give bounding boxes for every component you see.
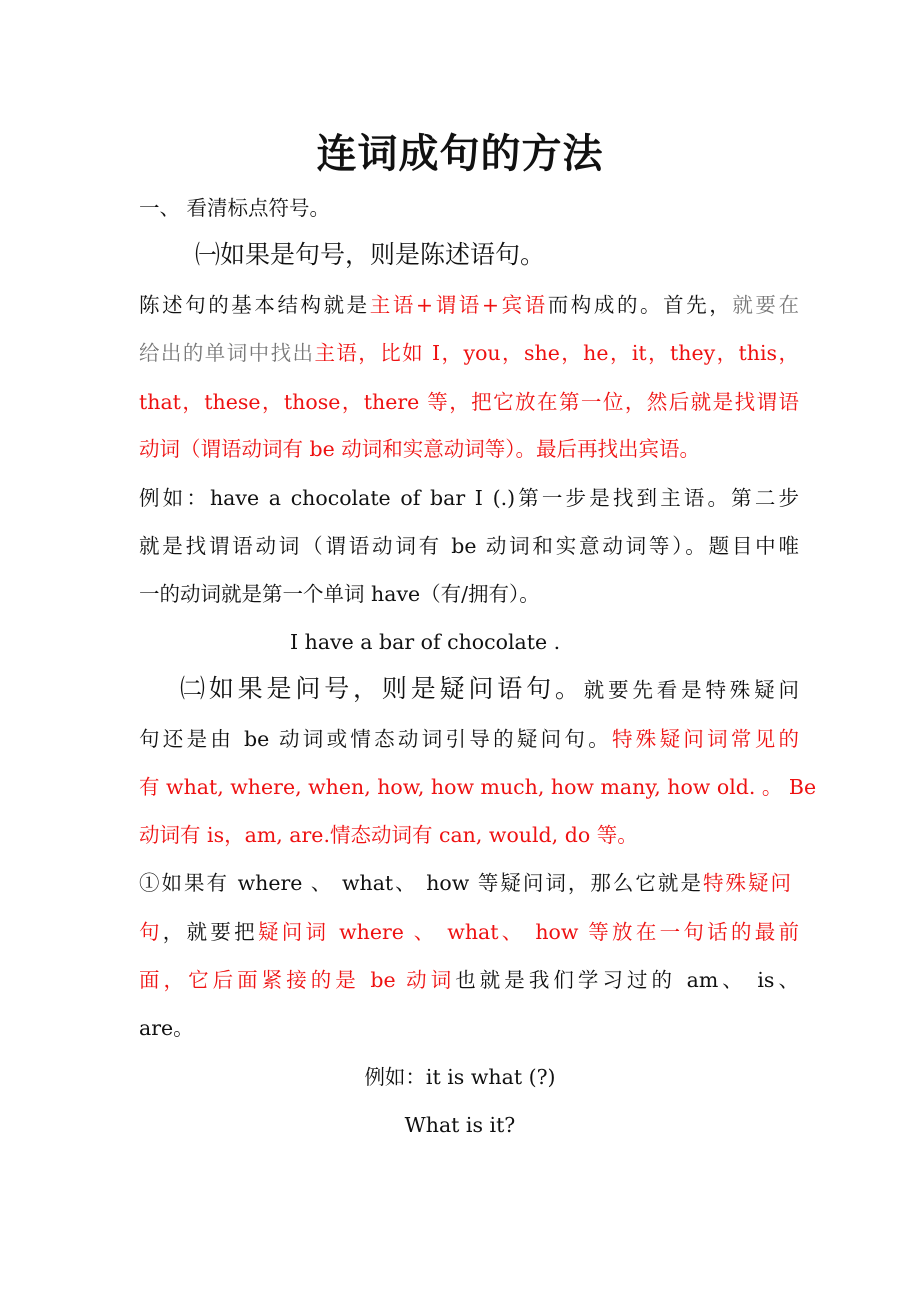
example-answer: What is it? [404, 1113, 516, 1137]
subheading-text: ㈡如果是问号，则是疑问语句。 [180, 674, 584, 703]
text-span: ，就要把 [162, 920, 258, 944]
paragraph-line: that，these，those，there 等，把它放在第一位，然后就是找谓语 [139, 390, 799, 414]
text-span: 陈述句的基本结构就是 [139, 293, 370, 317]
example-line: 一的动词就是第一个单词 have（有/拥有）。 [139, 582, 540, 606]
paragraph-line: 动词有 is，am, are.情态动词有 can, would, do 等。 [139, 823, 638, 847]
muted-span: 就要在 [732, 293, 800, 317]
example-line: 例如：have a chocolate of bar I (.)第一步是找到主语。第二步 [139, 486, 799, 510]
text-span: 也就是我们学习过的 am、 is、 [455, 968, 799, 992]
text-span: 就要先看是特殊疑问 [583, 678, 799, 702]
paragraph-line: 动词（谓语动词有 be 动词和实意动词等）。最后再找出宾语。 [139, 437, 701, 461]
highlight-span: 特殊疑问词常见的 [612, 727, 799, 751]
highlight-span: 句 [139, 920, 163, 944]
paragraph-line: 有 what, where, when, how, how much, how many, how old. 。 Be [139, 775, 817, 799]
rule-line [139, 917, 799, 947]
highlight-span: 主语，比如 I，you，she，he，it，they，this， [314, 341, 799, 365]
muted-span: 给出的单词中找出 [139, 341, 315, 365]
highlight-span: 面，它后面紧接的是 be 动词 [139, 968, 456, 992]
paragraph-line [139, 338, 799, 368]
highlight-span: 主语+谓语+宾语 [369, 293, 548, 317]
example-question: 例如：it is what (?) [364, 1065, 556, 1089]
example-line: 就是找谓语动词（谓语动词有 be 动词和实意动词等）。题目中唯 [139, 534, 799, 558]
highlight-span: 特殊疑问 [702, 871, 792, 895]
highlight-span: 疑问词 where 、 what、 how 等放在一句话的最前 [257, 920, 800, 944]
rule-line [139, 965, 799, 995]
text-span: ①如果有 where 、 what、 how 等疑问词，那么它就是 [139, 871, 703, 895]
subheading-question [180, 674, 799, 705]
example-answer: I have a bar of chocolate . [290, 630, 561, 654]
text-span: 而构成的。首先， [547, 293, 733, 317]
subheading-period: ㈠如果是句号，则是陈述语句。 [195, 240, 546, 269]
section-heading-1: 一、 看清标点符号。 [139, 196, 331, 220]
text-span: 句还是由 be 动词或情态动词引导的疑问句。 [139, 727, 612, 751]
document-title: 连词成句的方法 [316, 130, 604, 177]
paragraph-line [139, 724, 799, 754]
paragraph-line [139, 290, 799, 320]
rule-line [139, 868, 791, 898]
rule-line: are。 [139, 1016, 194, 1040]
